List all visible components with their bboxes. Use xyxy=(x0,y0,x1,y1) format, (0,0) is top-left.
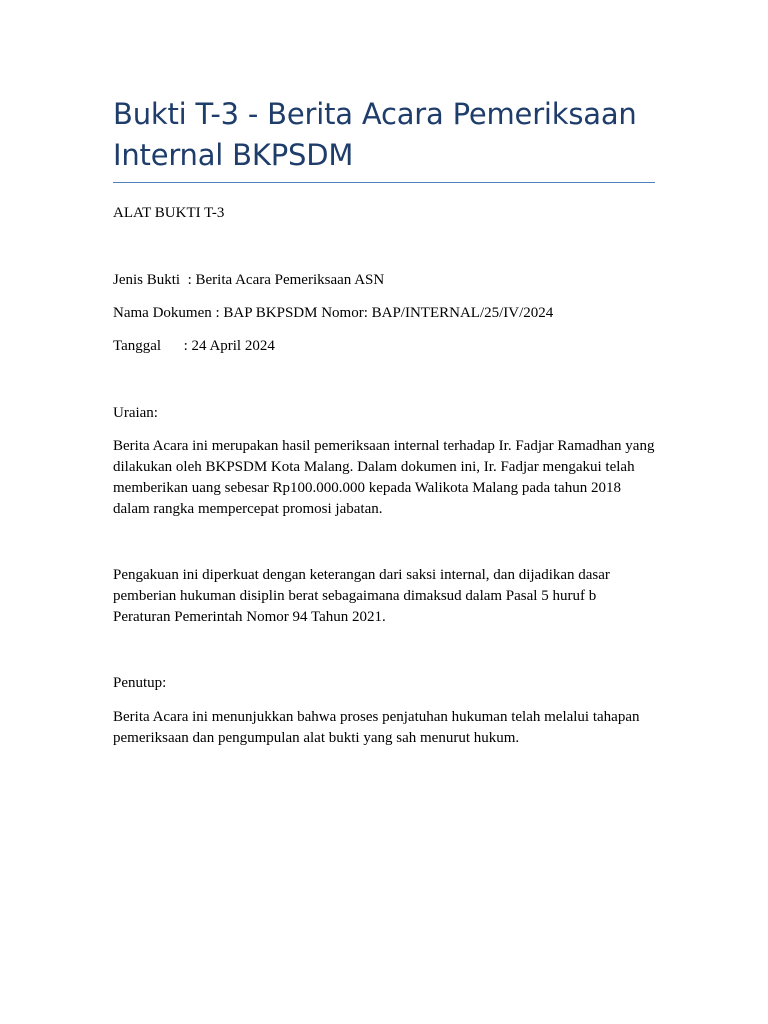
field-jenis-bukti: Jenis Bukti : Berita Acara Pemeriksaan ASN xyxy=(113,272,385,288)
uraian-paragraph-2: Pengakuan ini diperkuat dengan keterangan dari saksi internal, dan dijadikan dasar pemberian hukuman disiplin berat sebagaimana dimaksud dalam Pasal 5 huruf b Peraturan Pemerintah Nomor 94 Tahun 2021. xyxy=(113,567,610,625)
uraian-paragraph-1: Berita Acara ini merupakan hasil pemeriksaan internal terhadap Ir. Fadjar Ramadhan yang dilakukan oleh BKPSDM Kota Malang. Dalam dokumen ini, Ir. Fadjar mengakui telah memberikan uang sebesar Rp100.000.000 kepada Walikota Malang pada tahun 2018 dalam rangka mempercepat promosi jabatan. xyxy=(113,438,655,517)
field-tanggal: Tanggal : 24 April 2024 xyxy=(113,338,275,354)
document-heading: ALAT BUKTI T-3 xyxy=(113,205,225,221)
penutup-paragraph: Berita Acara ini menunjukkan bahwa proses penjatuhan hukuman telah melalui tahapan pemeriksaan dan pengumpulan alat bukti yang sah menurut hukum. xyxy=(113,709,640,746)
title-divider xyxy=(113,182,655,183)
uraian-label: Uraian: xyxy=(113,405,158,421)
document-page xyxy=(113,94,655,749)
penutup-label: Penutup: xyxy=(113,675,167,691)
document-title: Bukti T-3 - Berita Acara Pemeriksaan Internal BKPSDM xyxy=(113,97,637,172)
field-nama-dokumen: Nama Dokumen : BAP BKPSDM Nomor: BAP/INTERNAL/25/IV/2024 xyxy=(113,305,554,321)
